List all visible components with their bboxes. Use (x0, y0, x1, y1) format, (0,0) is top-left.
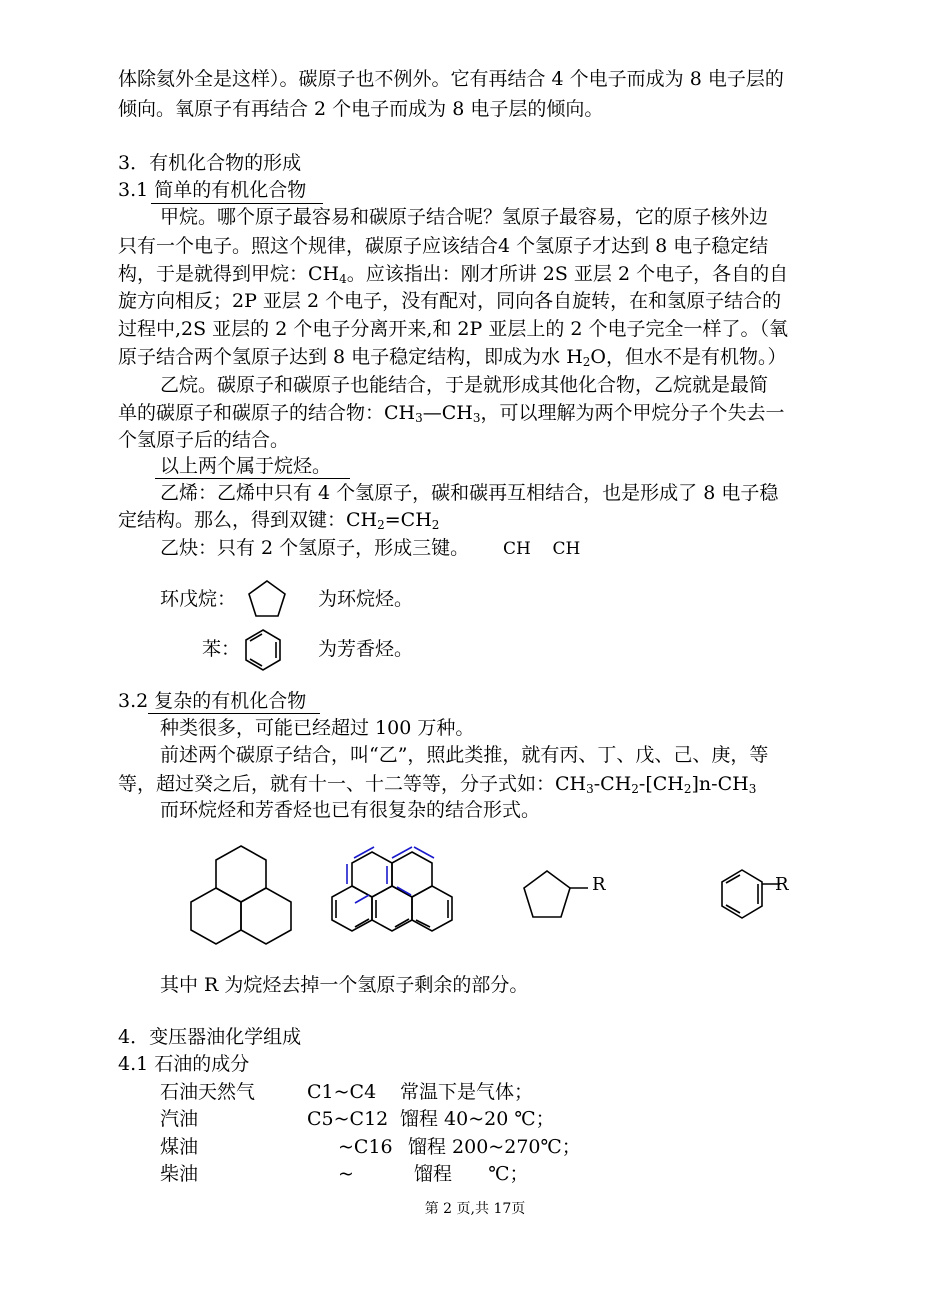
subscript: 2 (431, 518, 440, 532)
text-span: 构，于是就得到甲烷：CH (118, 263, 340, 285)
subsection-heading: 3.1 简单的有机化合物 (118, 179, 307, 201)
text-span: 等，超过癸之后，就有十一、十二等等，分子式如：CH (118, 773, 587, 795)
cyclopentane-desc: 为环烷烃。 (318, 588, 414, 610)
heading-underline (151, 203, 323, 204)
cyclopentane-structure (246, 577, 290, 623)
table-cell-name: 柴油 (160, 1163, 199, 1185)
table-cell-carbon: C5~C12 (307, 1108, 389, 1130)
benzene-desc: 为芳香烃。 (318, 638, 414, 660)
subscript: 3 (415, 411, 423, 425)
body-text (118, 404, 785, 424)
subscript: 2 (377, 518, 385, 532)
table-cell-note: 馏程 ℃； (414, 1163, 529, 1185)
body-text: 过程中,2S 亚层的 2 个电子分离开来,和 2P 亚层上的 2 个电子完全一样了。（氧 (118, 318, 789, 340)
section-heading: 4．变压器油化学组成 (118, 1026, 302, 1048)
table-cell-name: 汽油 (160, 1108, 199, 1130)
text-span: 。应该指出：刚才所讲 2S 亚层 2 个电子，各自的自 (346, 263, 789, 285)
text-span: ，可以理解为两个甲烷分子个失去一 (480, 402, 785, 424)
benzene-structure (242, 627, 284, 673)
ethyne-formula: CH CH (503, 539, 581, 559)
text-span: 单的碳原子和碳原子的结合物：CH (118, 402, 416, 424)
body-text (118, 775, 756, 795)
table-cell-name: 石油天然气 (160, 1081, 256, 1103)
fused-cycloalkane-structure (180, 840, 300, 955)
text-span: O，但水不是有机物。） (590, 346, 787, 368)
table-cell-carbon: ~C16 (338, 1136, 393, 1158)
subscript: 3 (586, 782, 594, 796)
body-text: 前述两个碳原子结合，叫“乙”，照此类推，就有丙、丁、戊、己、庚，等 (160, 744, 769, 766)
text-span: 原子结合两个氢原子达到 8 电子稳定结构，即成为水 H (118, 346, 583, 368)
text-span: 定结构。那么，得到双键：CH (118, 509, 378, 531)
table-cell-carbon: C1~C4 (307, 1081, 377, 1103)
subscript: 3 (748, 782, 757, 796)
text-span: =CH (384, 509, 432, 531)
text-span: -[CH (638, 773, 684, 795)
subscript: 2 (631, 782, 639, 796)
body-text: 而环烷烃和芳香烃也已有很复杂的结合形式。 (160, 799, 541, 821)
page-footer: 第 2 页,共 17页 (424, 1201, 526, 1217)
body-text: 旋方向相反；2P 亚层 2 个电子，没有配对，同向各自旋转，在和氢原子结合的 (118, 290, 782, 312)
polycyclic-aromatic-structure (325, 842, 465, 952)
body-text: 个氢原子后的结合。 (118, 429, 290, 451)
body-text: 乙烷。碳原子和碳原子也能结合，于是就形成其他化合物，乙烷就是最简 (160, 374, 769, 396)
r-group-label: R (775, 874, 789, 895)
body-text (118, 348, 787, 368)
body-text: 其中 R 为烷烃去掉一个氢原子剩余的部分。 (160, 974, 529, 996)
subscript: 2 (683, 782, 692, 796)
table-cell-note: 馏程 200~270℃； (408, 1136, 581, 1158)
r-group-label: R (592, 874, 606, 895)
text-underline (155, 478, 350, 479)
body-text: 只有一个电子。照这个规律，碳原子应该结合4 个氢原子才达到 8 电子稳定结 (118, 235, 769, 257)
text-span: ]n-CH (691, 773, 749, 795)
section-heading: 3．有机化合物的形成 (118, 152, 302, 174)
cyclopentane-label: 环戊烷： (160, 588, 237, 610)
body-text: 倾向。氧原子有再结合 2 个电子而成为 8 电子层的倾向。 (118, 98, 604, 120)
body-text: 甲烷。哪个原子最容易和碳原子结合呢？氢原子最容易，它的原子核外边 (160, 206, 769, 228)
subsection-heading: 4.1 石油的成分 (118, 1053, 250, 1075)
body-text (118, 511, 439, 531)
alkyl-benzene-structure (718, 864, 783, 932)
table-cell-note: 馏程 40~20 ℃； (400, 1108, 555, 1130)
subscript: 3 (472, 411, 481, 425)
body-text: 体除氦外全是这样）。碳原子也不例外。它有再结合 4 个电子而成为 8 电子层的 (118, 68, 784, 90)
table-cell-carbon: ~ (338, 1163, 354, 1185)
alkyl-cyclopentane-structure (520, 865, 595, 927)
body-text: 以上两个属于烷烃。 (160, 455, 332, 477)
subsection-heading: 3.2 复杂的有机化合物 (118, 690, 307, 712)
table-cell-note: 常温下是气体； (400, 1081, 534, 1103)
text-span: —CH (422, 402, 473, 424)
body-text: 种类很多，可能已经超过 100 万种。 (160, 717, 475, 739)
body-text: 乙烯：乙烯中只有 4 个氢原子，碳和碳再互相结合，也是形成了 8 电子稳 (160, 482, 779, 504)
table-cell-name: 煤油 (160, 1136, 199, 1158)
body-text (118, 265, 788, 285)
subscript: 4 (339, 272, 347, 286)
benzene-label: 苯： (202, 638, 241, 660)
text-span: -CH (593, 773, 632, 795)
subscript: 2 (582, 355, 591, 369)
heading-underline (148, 713, 320, 714)
body-text: 乙炔：只有 2 个氢原子，形成三键。 (160, 537, 470, 559)
